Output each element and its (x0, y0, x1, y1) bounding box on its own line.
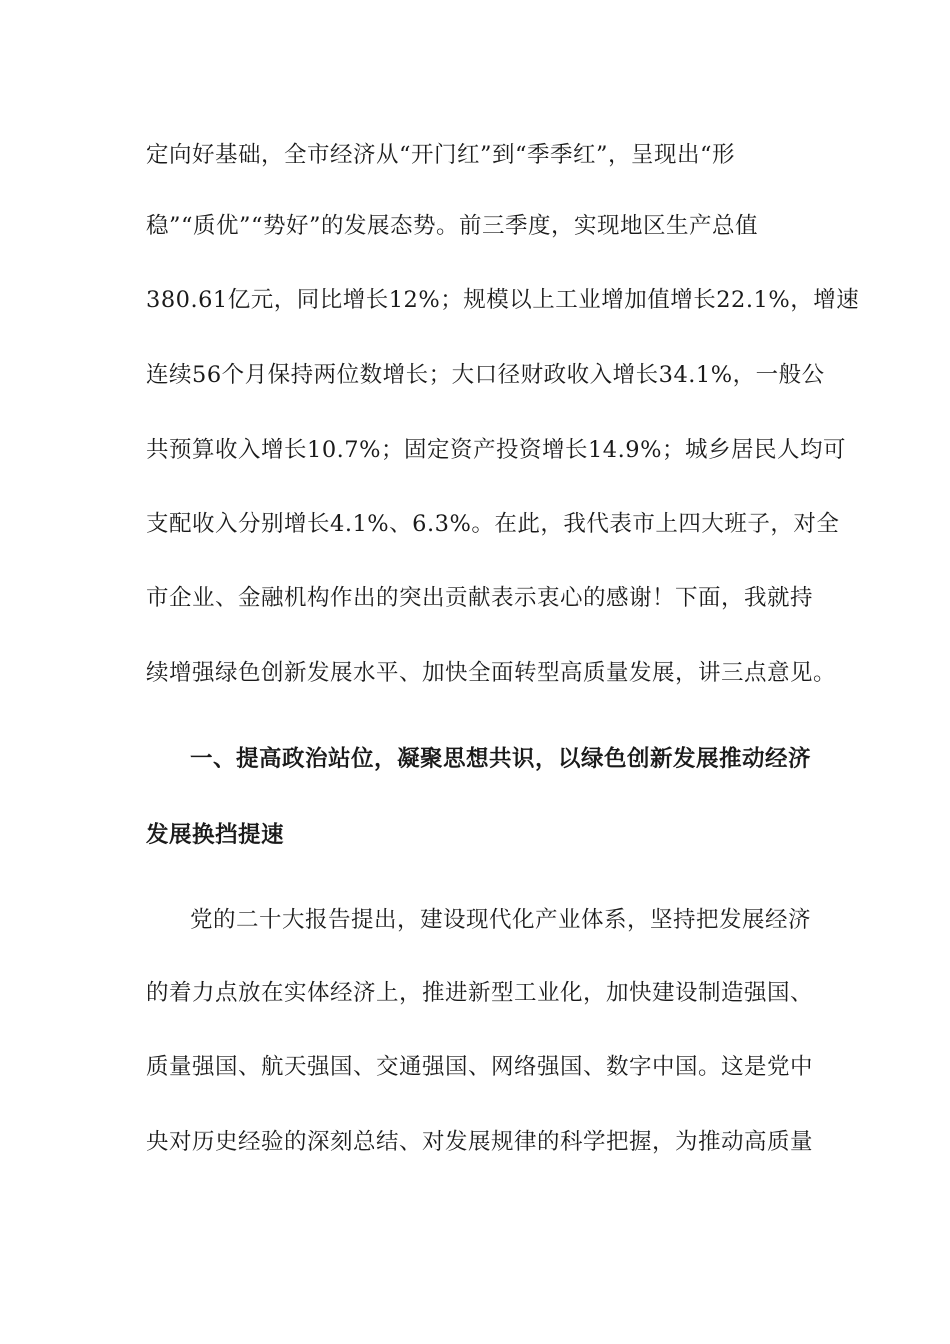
paragraph-line: 央对历史经验的深刻总结、对发展规律的科学把握，为推动高质量 (146, 1129, 814, 1155)
paragraph-line: 支配收入分别增长4.1%、6.3%。在此，我代表市上四大班子，对全 (146, 511, 840, 537)
paragraph-line: 稳”“质优”“势好”的发展态势。前三季度，实现地区生产总值 (146, 213, 759, 239)
paragraph-line: 定向好基础，全市经济从“开门红”到“季季红”，呈现出“形 (146, 142, 736, 168)
paragraph-line: 的着力点放在实体经济上，推进新型工业化，加快建设制造强国、 (146, 980, 814, 1006)
section-heading: 发展换挡提速 (146, 822, 285, 848)
paragraph-line: 党的二十大报告提出，建设现代化产业体系，坚持把发展经济 (190, 907, 812, 933)
section-heading: 一、提高政治站位，凝聚思想共识，以绿色创新发展推动经济 (190, 746, 812, 772)
paragraph-line: 市企业、金融机构作出的突出贡献表示衷心的感谢！下面，我就持 (146, 585, 814, 611)
paragraph-line: 续增强绿色创新发展水平、加快全面转型高质量发展，讲三点意见。 (146, 660, 837, 686)
paragraph-line: 380.61亿元，同比增长12%；规模以上工业增加值增长22.1%，增速 (146, 287, 860, 313)
paragraph-line: 连续56个月保持两位数增长；大口径财政收入增长34.1%，一般公 (146, 362, 825, 388)
paragraph-line: 质量强国、航天强国、交通强国、网络强国、数字中国。这是党中 (146, 1054, 814, 1080)
paragraph-line: 共预算收入增长10.7%；固定资产投资增长14.9%；城乡居民人均可 (146, 437, 846, 463)
